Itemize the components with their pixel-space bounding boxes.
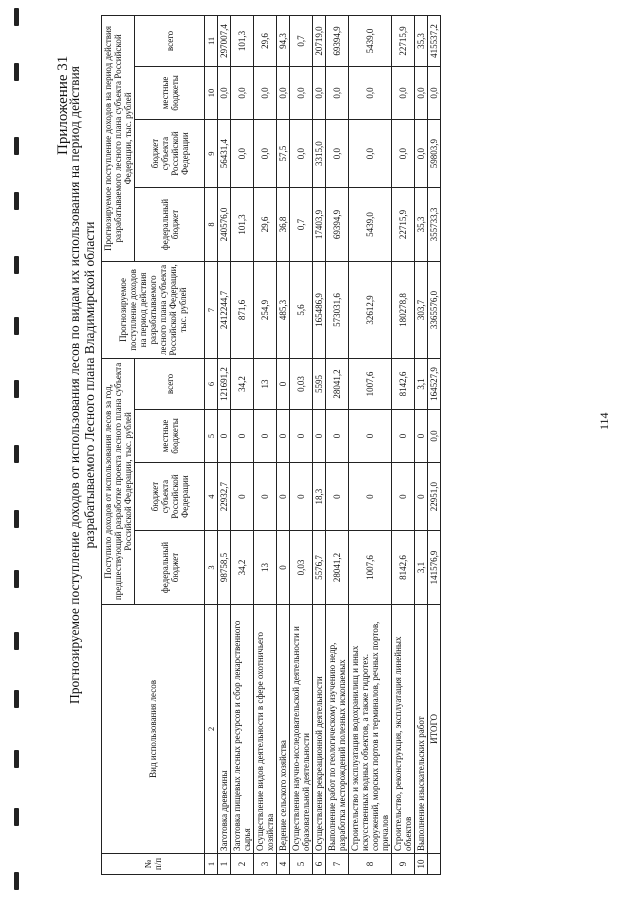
binder-hole-mark xyxy=(14,445,19,463)
row-value: 69394,9 xyxy=(326,16,349,67)
header-forecast-total: Прогнозируемое поступление доходов на период действия разрабатываемого лесного плана субъекта Российской Федерации, тыс. рублей xyxy=(102,261,205,358)
total-cell: 415537,2 xyxy=(428,16,441,67)
row-number: 2 xyxy=(231,854,254,875)
row-value: 0 xyxy=(392,462,415,530)
row-number: 1 xyxy=(218,854,231,875)
page-number: 114 xyxy=(597,412,611,430)
row-kind: Ведение сельского хозяйства xyxy=(277,604,290,853)
col-number: 1 xyxy=(205,854,218,875)
row-value: 0 xyxy=(349,462,392,530)
row-value: 13 xyxy=(254,531,277,605)
row-value: 22715,9 xyxy=(392,188,415,262)
row-value: 3,1 xyxy=(415,359,428,410)
total-cell: 141576,9 xyxy=(428,531,441,605)
header-kind: Вид использования лесов xyxy=(102,604,205,853)
row-value: 0,0 xyxy=(218,66,231,119)
binder-hole-mark xyxy=(14,690,19,708)
row-value: 36,8 xyxy=(277,188,290,262)
row-value: 0 xyxy=(277,359,290,410)
total-label: ИТОГО xyxy=(428,604,441,853)
title-line-1: Прогнозируемое поступление доходов от использования лесов по видам их использования на период действия xyxy=(67,66,82,704)
row-value: 0,03 xyxy=(290,359,313,410)
row-value: 22932,7 xyxy=(218,462,231,530)
header-local: местные бюджеты xyxy=(135,409,205,462)
row-number: 10 xyxy=(415,854,428,875)
row-value: 0,0 xyxy=(254,120,277,188)
table-row xyxy=(415,16,428,875)
binder-hole-mark xyxy=(14,872,19,890)
row-value: 98758,5 xyxy=(218,531,231,605)
row-value: 1007,6 xyxy=(349,531,392,605)
row-value: 5576,7 xyxy=(313,531,326,605)
table-row xyxy=(392,16,415,875)
row-value: 0,0 xyxy=(349,66,392,119)
row-value: 29,6 xyxy=(254,16,277,67)
row-value: 0 xyxy=(290,409,313,462)
total-row xyxy=(428,16,441,875)
row-value: 0,0 xyxy=(231,120,254,188)
row-value: 0 xyxy=(218,409,231,462)
table-row xyxy=(349,16,392,875)
table-row xyxy=(277,16,290,875)
col-number: 7 xyxy=(205,261,218,358)
row-value: 0 xyxy=(326,462,349,530)
binder-hole-mark xyxy=(14,380,19,398)
row-value: 0 xyxy=(231,462,254,530)
row-value: 69394,9 xyxy=(326,188,349,262)
row-value: 20719,0 xyxy=(313,16,326,67)
row-value: 0,0 xyxy=(254,66,277,119)
row-value: 0 xyxy=(313,409,326,462)
total-cell: 355733,3 xyxy=(428,188,441,262)
col-number: 11 xyxy=(205,16,218,67)
row-value: 5,6 xyxy=(290,261,313,358)
row-value: 0,0 xyxy=(392,66,415,119)
row-kind: Заготовка древесины xyxy=(218,604,231,853)
row-value: 240576,0 xyxy=(218,188,231,262)
row-value: 0,0 xyxy=(231,66,254,119)
row-value: 101,3 xyxy=(231,16,254,67)
row-value: 0 xyxy=(415,409,428,462)
row-value: 3315,0 xyxy=(313,120,326,188)
row-value: 0,0 xyxy=(326,66,349,119)
row-value: 28041,2 xyxy=(326,359,349,410)
total-cell-empty xyxy=(428,854,441,875)
row-kind: Выполнение изыскательских работ xyxy=(415,604,428,853)
row-value: 57,5 xyxy=(277,120,290,188)
row-value: 32612,9 xyxy=(349,261,392,358)
row-number: 9 xyxy=(392,854,415,875)
row-value: 180278,8 xyxy=(392,261,415,358)
row-value: 0 xyxy=(277,531,290,605)
binder-hole-mark xyxy=(14,632,19,650)
table-row xyxy=(218,16,231,875)
row-kind: Осуществление видов деятельности в сфере охотничьего хозяйства xyxy=(254,604,277,853)
total-cell: 0,0 xyxy=(428,66,441,119)
total-cell: 22951,0 xyxy=(428,462,441,530)
binder-hole-mark xyxy=(14,570,19,588)
row-value: 5439,0 xyxy=(349,16,392,67)
row-value: 0,0 xyxy=(349,120,392,188)
col-number: 3 xyxy=(205,531,218,605)
row-number: 4 xyxy=(277,854,290,875)
col-number: 6 xyxy=(205,359,218,410)
row-kind: Строительство, реконструкция, эксплуатация линейных объектов xyxy=(392,604,415,853)
row-value: 0,0 xyxy=(313,66,326,119)
row-value: 1007,6 xyxy=(349,359,392,410)
col-number: 4 xyxy=(205,462,218,530)
table-row xyxy=(313,16,326,875)
row-value: 0 xyxy=(290,462,313,530)
row-value: 254,9 xyxy=(254,261,277,358)
row-value: 871,6 xyxy=(231,261,254,358)
row-value: 0,03 xyxy=(290,531,313,605)
binder-hole-mark xyxy=(14,750,19,768)
row-value: 485,3 xyxy=(277,261,290,358)
row-value: 94,3 xyxy=(277,16,290,67)
header-total: всего xyxy=(135,16,205,67)
col-number: 10 xyxy=(205,66,218,119)
row-value: 34,2 xyxy=(231,531,254,605)
total-cell: 164527,9 xyxy=(428,359,441,410)
row-value: 13 xyxy=(254,359,277,410)
row-number: 3 xyxy=(254,854,277,875)
row-value: 0 xyxy=(254,462,277,530)
row-value: 0,7 xyxy=(290,16,313,67)
row-value: 22715,9 xyxy=(392,16,415,67)
header-forecast-breakdown: Прогнозируемое поступление доходов на период действия разрабатываемого лесного плана субъекта Российской Федерации, тыс. рублей xyxy=(102,16,135,262)
table-row xyxy=(290,16,313,875)
row-value: 165486,9 xyxy=(313,261,326,358)
binder-hole-mark xyxy=(14,510,19,528)
revenue-forecast-table xyxy=(101,15,441,875)
row-value: 0,0 xyxy=(290,66,313,119)
header-regional: бюджет субъекта Российской Федерации xyxy=(135,462,205,530)
header-total: всего xyxy=(135,359,205,410)
row-value: 0 xyxy=(231,409,254,462)
row-number: 5 xyxy=(290,854,313,875)
table-body xyxy=(218,16,428,875)
document-title xyxy=(67,35,97,735)
row-value: 0 xyxy=(349,409,392,462)
title-line-2: разрабатываемого Лесного плана Владимирской области xyxy=(82,221,97,549)
row-value: 0,0 xyxy=(326,120,349,188)
row-kind: Строительство и эксплуатация водохранилищ и иных искусственных водных объектов, а также гидротех. сооружений, морских портов и терминалов, речных портов, причалов xyxy=(349,604,392,853)
row-value: 0 xyxy=(415,462,428,530)
binder-hole-mark xyxy=(14,8,19,26)
row-value: 0 xyxy=(326,409,349,462)
row-value: 28041,2 xyxy=(326,531,349,605)
header-previous-year: Поступило доходов от использования лесов за год, предшествующий разработке проекта лесного плана субъекта Российской Федерации, тыс. рублей xyxy=(102,359,135,605)
col-number: 5 xyxy=(205,409,218,462)
row-value: 0,7 xyxy=(290,188,313,262)
row-value: 573031,6 xyxy=(326,261,349,358)
row-value: 297007,4 xyxy=(218,16,231,67)
row-value: 18,3 xyxy=(313,462,326,530)
total-cell: 3365576,0 xyxy=(428,261,441,358)
header-number: № п/п xyxy=(102,854,205,875)
row-value: 121691,2 xyxy=(218,359,231,410)
binder-hole-mark xyxy=(14,256,19,274)
row-value: 2412244,7 xyxy=(218,261,231,358)
row-number: 7 xyxy=(326,854,349,875)
row-value: 101,3 xyxy=(231,188,254,262)
binder-hole-mark xyxy=(14,192,19,210)
table-row xyxy=(254,16,277,875)
row-value: 0 xyxy=(277,462,290,530)
binder-hole-mark xyxy=(14,63,19,81)
row-value: 5439,0 xyxy=(349,188,392,262)
column-number-row xyxy=(205,16,218,875)
row-value: 34,2 xyxy=(231,359,254,410)
row-value: 8142,6 xyxy=(392,359,415,410)
row-kind: Осуществление рекреационной деятельности xyxy=(313,604,326,853)
row-kind: Выполнение работ по геологическому изучению недр, разработка месторождений полезных ископаемых xyxy=(326,604,349,853)
row-kind: Заготовка пищевых лесных ресурсов и сбор лекарственного сырья xyxy=(231,604,254,853)
row-value: 35,3 xyxy=(415,16,428,67)
row-value: 35,3 xyxy=(415,188,428,262)
row-value: 303,7 xyxy=(415,261,428,358)
row-value: 17403,9 xyxy=(313,188,326,262)
row-value: 0,0 xyxy=(415,66,428,119)
row-value: 29,6 xyxy=(254,188,277,262)
row-value: 0,0 xyxy=(277,66,290,119)
table-row xyxy=(231,16,254,875)
col-number: 9 xyxy=(205,120,218,188)
col-number: 2 xyxy=(205,604,218,853)
row-value: 0 xyxy=(277,409,290,462)
binder-hole-mark xyxy=(14,137,19,155)
header-regional: бюджет субъекта Российской Федерации xyxy=(135,120,205,188)
appendix-label: Приложение 31 xyxy=(55,55,71,155)
row-value: 0,0 xyxy=(392,120,415,188)
binder-hole-mark xyxy=(14,808,19,826)
row-kind: Осуществление научно-исследовательской деятельности и образовательной деятельности xyxy=(290,604,313,853)
row-number: 6 xyxy=(313,854,326,875)
binder-hole-mark xyxy=(14,317,19,335)
row-value: 0,0 xyxy=(415,120,428,188)
row-value: 5595 xyxy=(313,359,326,410)
col-number: 8 xyxy=(205,188,218,262)
row-value: 3,1 xyxy=(415,531,428,605)
row-value: 0,0 xyxy=(290,120,313,188)
row-value: 56431,4 xyxy=(218,120,231,188)
total-cell: 59803,9 xyxy=(428,120,441,188)
row-value: 8142,6 xyxy=(392,531,415,605)
rotated-landscape-content xyxy=(55,5,515,885)
header-federal: федеральный бюджет xyxy=(135,531,205,605)
row-value: 0 xyxy=(392,409,415,462)
header-local: местные бюджеты xyxy=(135,66,205,119)
row-value: 0 xyxy=(254,409,277,462)
table-row xyxy=(326,16,349,875)
total-cell: 0,0 xyxy=(428,409,441,462)
header-federal: федеральный бюджет xyxy=(135,188,205,262)
row-number: 8 xyxy=(349,854,392,875)
